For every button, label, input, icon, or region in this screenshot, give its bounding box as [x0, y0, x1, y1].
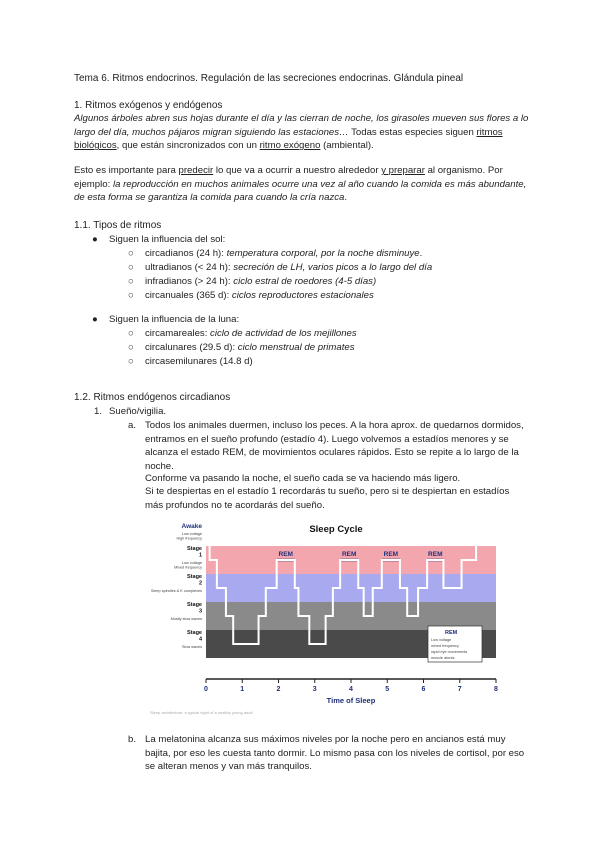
- rem-label: REM: [428, 551, 443, 558]
- p1-underline-1: ritmos biológicos: [74, 126, 503, 152]
- p1-text-b: , que están sincronizados con un: [116, 140, 260, 152]
- circle-bullet-icon: ○: [128, 276, 134, 287]
- list-item: circasemilunares (14.8 d): [145, 356, 253, 367]
- list-item: circadianos (24 h): temperatura corporal, por la noche disminuye.: [145, 248, 423, 259]
- section-1-paragraph-1: [74, 112, 530, 153]
- list-item: infradianos (> 24 h): ciclo estral de roedores (4-5 días): [145, 276, 377, 287]
- p1-underline-2: ritmo exógeno: [259, 140, 321, 152]
- bullet-dot-icon: ●: [92, 314, 98, 325]
- stage-sublabel: Low voltage High frequency: [176, 532, 202, 541]
- p2-text-b: lo que va a ocurrir a nuestro alrededor: [213, 165, 382, 176]
- p1-text-a: Todas estas especies siguen: [348, 126, 477, 138]
- list-item: ultradianos (< 24 h): secreción de LH, varios picos a lo largo del día: [145, 262, 433, 273]
- section-1-paragraph-2: [74, 164, 530, 205]
- section-1-1-heading: 1.1. Tipos de ritmos: [74, 220, 162, 231]
- circle-bullet-icon: ○: [128, 248, 134, 259]
- stage-label: Stage 2: [187, 574, 202, 587]
- stage-band: [206, 538, 496, 546]
- p2-underline-1: predecir: [178, 165, 214, 176]
- x-tick-label: 1: [240, 686, 245, 693]
- p2-text-a: Esto es importante para: [74, 165, 179, 176]
- item-a-text-2: Conforme va pasando la noche, el sueño cada se va haciendo más ligero.: [145, 473, 461, 484]
- rem-note-line: Low voltage: [431, 638, 452, 642]
- p2-end: .: [344, 192, 348, 204]
- rem-note-line: rapid eye movements: [431, 650, 468, 654]
- page-title: Tema 6. Ritmos endocrinos. Regulación de las secreciones endocrinas. Glándula pineal: [74, 73, 464, 84]
- circle-bullet-icon: ○: [128, 262, 134, 273]
- rem-note-title: REM: [445, 630, 458, 636]
- item-1-label: Sueño/vigilia.: [109, 406, 167, 417]
- stage-sublabel: Low voltage Mixed frequency: [174, 561, 202, 570]
- sleep-cycle-chart: [146, 514, 508, 718]
- stage-sublabel: Sleep spindles & K complexes: [150, 589, 202, 593]
- rem-label: REM: [341, 551, 357, 558]
- list-item: circalunares (29.5 d): ciclo menstrual de primates: [145, 342, 355, 353]
- bullet-dot-icon: ●: [92, 234, 98, 245]
- chart-title: Sleep Cycle: [309, 524, 363, 535]
- list-item: circamareales: ciclo de actividad de los mejillones: [145, 328, 357, 339]
- p2-text-c: al organismo. Por ejemplo:: [74, 165, 503, 190]
- rem-label: REM: [383, 551, 399, 558]
- p1-text-c: (ambiental).: [320, 140, 374, 152]
- x-tick-label: 5: [385, 686, 390, 693]
- p2-italic: la reproducción en muchos animales ocurre una vez al año cuando la comida es más abundante, de esta forma se garantiza la comida para cuando la cría nazca: [74, 178, 527, 204]
- rem-label: REM: [278, 551, 293, 558]
- x-tick-label: 4: [349, 686, 353, 693]
- circle-bullet-icon: ○: [128, 328, 134, 339]
- x-tick-label: 0: [204, 686, 208, 693]
- list-marker-a: a.: [128, 420, 137, 431]
- rem-note-line: muscle atonia: [431, 656, 455, 660]
- x-tick-label: 7: [457, 686, 462, 693]
- x-tick-label: 3: [312, 686, 317, 693]
- section-1-2-heading: 1.2. Ritmos endógenos circadianos: [74, 392, 231, 403]
- item-b-text: La melatonina alcanza sus máximos niveles por la noche pero en ancianos está muy bajita, por eso les cuesta tanto dormir. Lo mismo pasa con los niveles de cortisol, por eso se alteran menos y van más tranquilos.: [145, 734, 525, 773]
- circle-bullet-icon: ○: [128, 290, 134, 301]
- stage-sublabel: Mostly slow waves: [170, 617, 202, 621]
- stage-label: Awake: [181, 523, 202, 530]
- list-number: 1.: [94, 406, 103, 417]
- circle-bullet-icon: ○: [128, 356, 134, 367]
- x-tick-label: 6: [421, 686, 426, 693]
- stage-label: Stage 1: [187, 546, 202, 559]
- item-a-text-3: Si te despiertas en el estadío 1 recordarás tu sueño, pero si te despiertan en estadíos más profundos no te acordarás del sueño.: [145, 486, 510, 511]
- rem-note-line: mixed frequency: [431, 644, 459, 648]
- list-item: circanuales (365 d): ciclos reproductores estacionales: [145, 290, 374, 301]
- luna-label: Siguen la influencia de la luna:: [109, 314, 240, 325]
- rem-note-box: [428, 626, 482, 662]
- stage-sublabel: Slow waves: [181, 645, 202, 649]
- x-axis-label: Time of Sleep: [326, 696, 376, 705]
- sol-label: Siguen la influencia del sol:: [109, 234, 226, 245]
- x-tick-label: 2: [276, 686, 281, 693]
- list-marker-b: b.: [128, 734, 137, 745]
- section-1-heading: 1. Ritmos exógenos y endógenos: [74, 100, 223, 111]
- stage-label: Stage 3: [187, 602, 202, 615]
- item-a-text: Todos los animales duermen, incluso los peces. A la hora aprox. de quedarnos dormidos, entramos en el sueño profundo (estadío 4). Luego volvemos a estadíos menores y se alcanza el estado REM, de movimientos oculares rápidos. Esto se repite a lo largo de la noche.: [145, 420, 524, 472]
- circle-bullet-icon: ○: [128, 342, 134, 353]
- p2-underline-2: y preparar: [381, 165, 425, 176]
- p1-italic: Algunos árboles abren sus hojas durante el día y las cierran de noche, los girasoles mueven sus flores a lo largo del día, muchos pájaros migran siguiendo las estaciones…: [74, 113, 529, 138]
- x-tick-label: 8: [494, 686, 498, 693]
- stage-label: Stage 4: [187, 630, 202, 643]
- chart-footer: Sleep architecture: a typical night of a healthy young adult: [150, 710, 253, 715]
